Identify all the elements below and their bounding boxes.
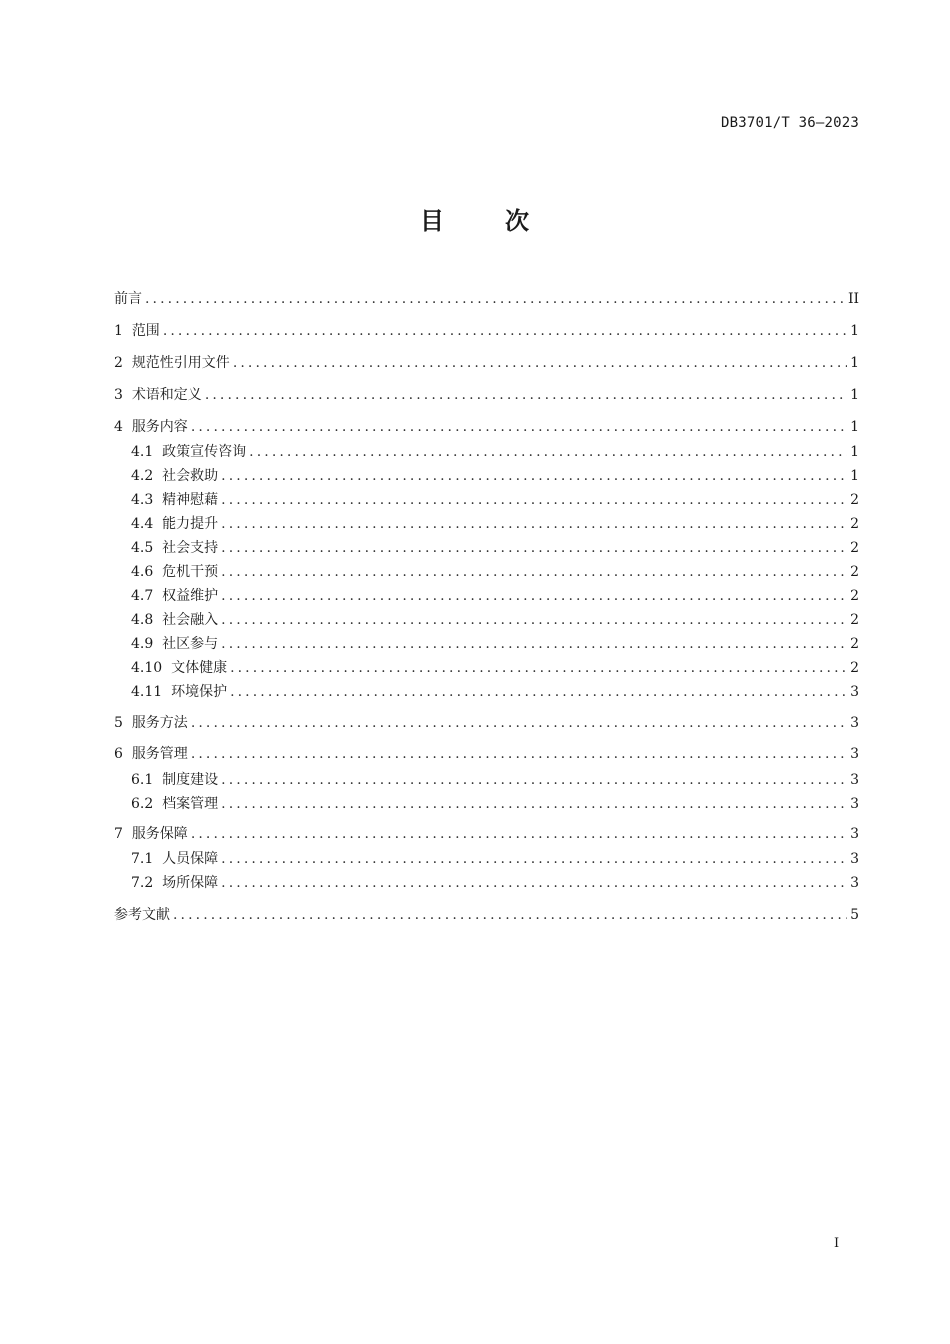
toc-subentry[interactable]: [131, 514, 859, 534]
toc-entry-label: 文体健康: [171, 660, 228, 676]
dot-leader: [221, 490, 847, 510]
toc-entry-label: 服务内容: [131, 419, 188, 435]
toc-entry-number: 4.11: [131, 684, 172, 700]
toc-entry-label: 制度建设: [162, 772, 219, 788]
toc-subentry[interactable]: [131, 442, 859, 462]
toc-entry-page: 1: [850, 444, 859, 460]
toc-entry-page: 1: [850, 387, 859, 403]
toc-entry-page: 3: [850, 746, 859, 762]
toc-entry-label: 场所保障: [162, 875, 219, 891]
toc-entry-number: 4.10: [131, 660, 172, 676]
toc-entry[interactable]: [114, 417, 859, 437]
dot-leader: [221, 514, 847, 534]
toc-entry-number: 4.7: [131, 588, 163, 604]
toc-entry[interactable]: [114, 905, 859, 925]
toc-entry-number: 7: [114, 826, 132, 842]
toc-entry-label: 精神慰藉: [162, 492, 219, 508]
dot-leader: [173, 905, 847, 925]
toc-entry-label: 权益维护: [162, 588, 219, 604]
dot-leader: [221, 634, 847, 654]
toc-entry-label: 环境保护: [171, 684, 228, 700]
dot-leader: [221, 770, 847, 790]
toc-subentry[interactable]: [131, 562, 859, 582]
toc-entry-page: 2: [850, 660, 859, 676]
toc-subentry[interactable]: [131, 682, 859, 702]
dot-leader: [191, 417, 847, 437]
toc-entry-label: 政策宣传咨询: [162, 444, 247, 460]
toc-subentry[interactable]: [131, 794, 859, 814]
toc-entry-label: 社区参与: [162, 636, 219, 652]
toc-entry-page: 2: [850, 636, 859, 652]
toc-entry-page: 3: [850, 875, 859, 891]
toc-entry-number: 4: [114, 419, 132, 435]
toc-entry-number: 4.3: [131, 492, 163, 508]
toc-entry-page: 3: [850, 851, 859, 867]
dot-leader: [221, 610, 847, 630]
toc-entry-page: 1: [850, 323, 859, 339]
dot-leader: [230, 658, 847, 678]
toc-entry-page: 3: [850, 715, 859, 731]
toc-subentry[interactable]: [131, 849, 859, 869]
toc-entry-page: 3: [850, 826, 859, 842]
toc-entry[interactable]: [114, 824, 859, 844]
toc-entry-label: 范围: [131, 323, 160, 339]
title-char-2: 次: [505, 207, 530, 235]
toc-entry-number: 4.6: [131, 564, 163, 580]
dot-leader: [221, 849, 847, 869]
toc-entry-number: 4.4: [131, 516, 163, 532]
toc-entry[interactable]: [114, 321, 859, 341]
toc-entry-page: 1: [850, 419, 859, 435]
toc-entry-label: 社会支持: [162, 540, 219, 556]
toc-entry-number: 1: [114, 323, 132, 339]
toc-entry[interactable]: [114, 385, 859, 405]
toc-entry-label: 服务保障: [131, 826, 188, 842]
dot-leader: [191, 824, 847, 844]
toc-entry-page: 3: [850, 684, 859, 700]
standard-code: DB3701/T 36—2023: [720, 115, 859, 131]
dot-leader: [145, 289, 845, 309]
toc-subentry[interactable]: [131, 658, 859, 678]
toc-entry-page: II: [847, 291, 859, 307]
toc-entry-label: 术语和定义: [131, 387, 202, 403]
toc-entry-page: 2: [850, 516, 859, 532]
toc-entry-page: 3: [850, 796, 859, 812]
toc-subentry[interactable]: [131, 873, 859, 893]
toc-subentry[interactable]: [131, 466, 859, 486]
toc-entry-number: 5: [114, 715, 132, 731]
toc-entry-page: 3: [850, 772, 859, 788]
toc-entry-page: 5: [850, 907, 859, 923]
toc-entry-number: 4.8: [131, 612, 163, 628]
toc-entry-label: 服务方法: [131, 715, 188, 731]
dot-leader: [221, 538, 847, 558]
toc-entry-page: 2: [850, 492, 859, 508]
page-number: I: [834, 1236, 840, 1251]
toc-entry-number: 7.1: [131, 851, 163, 867]
toc-entry-page: 2: [850, 564, 859, 580]
toc-entry-label: 规范性引用文件: [131, 355, 230, 371]
dot-leader: [163, 321, 847, 341]
dot-leader: [191, 713, 847, 733]
dot-leader: [191, 744, 847, 764]
toc-entry-label: 危机干预: [162, 564, 219, 580]
toc-entry-number: 3: [114, 387, 132, 403]
toc-entry-label: 人员保障: [162, 851, 219, 867]
toc-entry-label: 社会融入: [162, 612, 219, 628]
dot-leader: [249, 442, 847, 462]
toc-entry-number: 4.5: [131, 540, 163, 556]
toc-entry[interactable]: [114, 744, 859, 764]
toc-entry-label: 服务管理: [131, 746, 188, 762]
dot-leader: [221, 873, 847, 893]
toc-entry-page: 2: [850, 612, 859, 628]
dot-leader: [221, 794, 847, 814]
toc-entry-number: 6: [114, 746, 132, 762]
toc-entry-label: 前言: [114, 291, 142, 307]
dot-leader: [205, 385, 847, 405]
toc-entry-number: 4.1: [131, 444, 163, 460]
toc-entry-page: 1: [850, 468, 859, 484]
toc-entry-page: 2: [850, 588, 859, 604]
toc-entry[interactable]: [114, 713, 859, 733]
toc-entry-number: 2: [114, 355, 132, 371]
toc-entry-number: 4.2: [131, 468, 163, 484]
toc-entry-number: 4.9: [131, 636, 163, 652]
toc-subentry[interactable]: [131, 770, 859, 790]
toc-entry-page: 1: [850, 355, 859, 371]
toc-entry-label: 参考文献: [114, 907, 170, 923]
toc-subentry[interactable]: [131, 610, 859, 630]
dot-leader: [221, 586, 847, 606]
toc-entry[interactable]: [114, 289, 859, 309]
toc-entry-number: 6.2: [131, 796, 163, 812]
toc-entry-number: 6.1: [131, 772, 163, 788]
dot-leader: [221, 562, 847, 582]
toc-entry-label: 能力提升: [162, 516, 219, 532]
toc-entry-label: 社会救助: [162, 468, 219, 484]
toc-entry[interactable]: [114, 353, 859, 373]
toc-entry-page: 2: [850, 540, 859, 556]
dot-leader: [233, 353, 847, 373]
toc-subentry[interactable]: [131, 586, 859, 606]
toc-subentry[interactable]: [131, 490, 859, 510]
toc-subentry[interactable]: [131, 634, 859, 654]
dot-leader: [221, 466, 847, 486]
title-char-1: 目: [420, 207, 445, 235]
dot-leader: [230, 682, 847, 702]
toc-entry-number: 7.2: [131, 875, 163, 891]
toc-entry-label: 档案管理: [162, 796, 219, 812]
toc-subentry[interactable]: [131, 538, 859, 558]
